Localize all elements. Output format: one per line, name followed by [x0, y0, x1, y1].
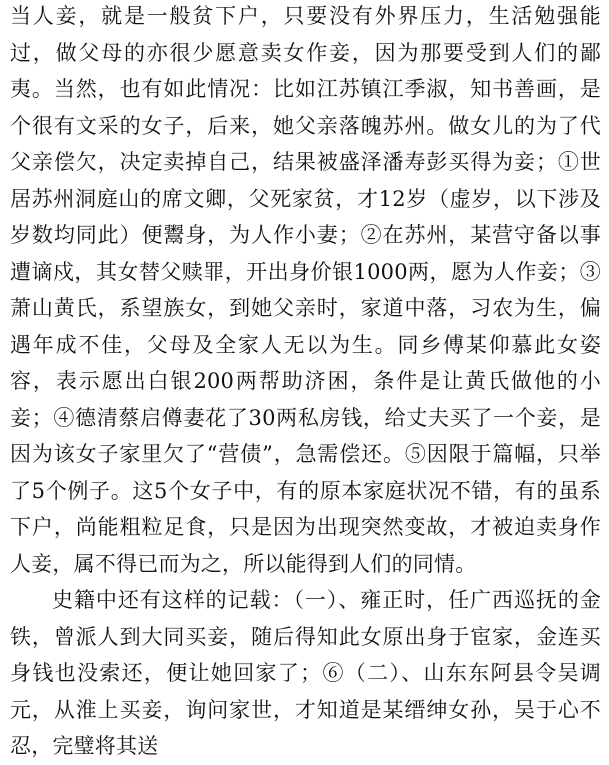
paragraph-1: 当人妾，就是一般贫下户，只要没有外界压力，生活勉强能过，做父母的亦很少愿意卖女作妾，因为那要受到人们的鄙夷。当然，也有如此情况：比如江苏镇江季淑，知书善画，是个很有文采的女子，后来，她父亲落魄苏州。做女儿的为了代父亲偿欠，决定卖掉自己，结果被盛泽潘寿彭买得为妾；①世居苏州洞庭山的席文卿，父死家贫，才12岁（虚岁，以下涉及岁数均同此）便鬻身，为人作小妻；②在苏州，某营守备以事遭谪戍，其女替父赎罪，开出身价银1000两，愿为人作妾；③萧山黄氏，系望族女，到她父亲时，家道中落，习农为生，偏遇年成不佳，父母及全家人无以为生。同乡傅某仰慕此女姿容，表示愿出白银200两帮助济困，条件是让黄氏做他的小妾；④德清蔡启僔妻花了30两私房钱，给丈夫买了一个妾，是因为该女子家里欠了“营债”，急需偿还。⑤因限于篇幅，只举了5个例子。这5个女子中，有的原本家庭状况不错，有的虽系下户，尚能粗粒足食，只是因为出现突然变故，才被迫卖身作人妾，属不得已而为之，所以能得到人们的同情。 — [10, 4, 601, 576]
paragraph-2: 史籍中还有这样的记载：（一）、雍正时，任广西巡抚的金铁，曾派人到大同买妾，随后得知此女原出身于宦家，金连买身钱也没索还，便让她回家了；⑥（二）、山东东阿县令吴调元，从淮上买妾，询问家世，才知道是某缙绅女孙，吴于心不忍，完璧将其送 — [10, 588, 601, 758]
